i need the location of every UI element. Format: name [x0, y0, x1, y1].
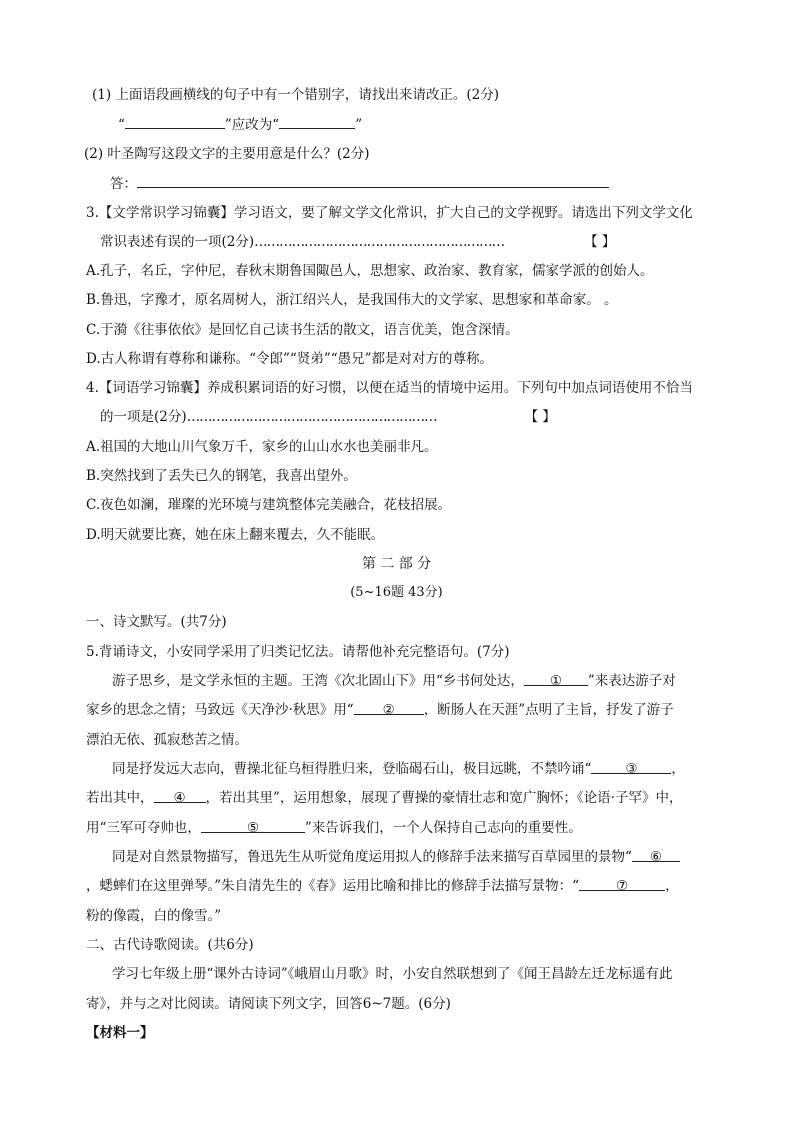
- sec1-title: 一、诗文默写。(共7分): [86, 614, 227, 630]
- q5-p1-line3: 漂泊无依、孤寂愁苦之情。: [86, 732, 248, 748]
- q4-option-d: D.明天就要比赛，她在床上翻来覆去，久不能眠。: [86, 527, 385, 543]
- q5-blank-1[interactable]: ①: [524, 671, 588, 686]
- q5-blank-6[interactable]: ⑥: [632, 847, 680, 862]
- q5-p3-line3: 粉的像霞，白的像雪。”: [86, 908, 222, 924]
- q4-answer-bracket[interactable]: 【 】: [524, 409, 556, 425]
- q2-answer-line: [110, 173, 609, 194]
- part2-subtitle: (5~16题 43分): [350, 585, 443, 600]
- sec2-text-line2: 寄》，并与之对比阅读。请阅读下列文字，回答6~7题。(6分): [86, 996, 451, 1012]
- q5-p2-line2: 若出其中， ④ ，若出其里”，运用想象，展现了曹操的豪情壮志和宽广胸怀；《论语·子罕》中，: [86, 790, 683, 806]
- q4-line1: 4.【词语学习锦囊】养成积累词语的好习惯，以便在适当的情境中运用。下列句中加点词语使用不恰当: [86, 380, 693, 396]
- q5-p1-line1: 游子思乡，是文学永恒的主题。王湾《次北固山下》用“乡书何处达， ① ”来表达游子对: [112, 673, 676, 689]
- q5-p2-line3: 用“三军可夺帅也， ⑤ ”来告诉我们，一个人保持自己志向的重要性。: [86, 820, 582, 836]
- q3-option-b: B.鲁迅，字豫才，原名周树人，浙江绍兴人，是我国伟大的文学家、思想家和革命家。 。: [86, 292, 618, 308]
- part2-title: 第 二 部 分: [361, 556, 432, 572]
- material-1-heading: 【材料一】: [86, 1025, 154, 1041]
- q4-option-a: A.祖国的大地山川气象万千，家乡的山山水水也美丽非凡。: [86, 439, 438, 455]
- q5-blank-3[interactable]: ③: [591, 759, 671, 774]
- q5-p3-line2: ，蟋蟀们在这里弹琴。”朱自清先生的《春》运用比喻和排比的修辞手法描写景物：“ ⑦ ，: [86, 878, 679, 894]
- q1-text: (1) 上面语段画横线的句子中有一个错别字，请找出来请改正。(2分): [92, 87, 500, 103]
- q3-line1: 3.【文学常识学习锦囊】学习语文，要了解文学文化常识，扩大自己的文学视野。请选出下列文学文化: [86, 205, 693, 221]
- q4-line2: 的一项是(2分)…………………………………………………… 【 】: [100, 409, 556, 425]
- sec2-text-line1: 学习七年级上册“课外古诗词”《峨眉山月歌》时，小安自然联想到了《闻王昌龄左迁龙标遥有此: [112, 966, 673, 982]
- q2-answer-blank[interactable]: [137, 173, 609, 188]
- q5-title: 5.背诵诗文，小安同学采用了归类记忆法。请帮他补充完整语句。(7分): [86, 644, 510, 660]
- q5-p3-line1: 同是对自然景物描写，鲁迅先生从听觉角度运用拟人的修辞手法来描写百草园里的景物“ ⑥: [112, 847, 680, 867]
- q2-answer-label: 答：: [110, 176, 137, 192]
- q4-dots: ……………………………………………………: [186, 409, 437, 425]
- q3-option-d: D.古人称谓有尊称和谦称。“令郎”“贤弟”“愚兄”都是对对方的尊称。: [86, 351, 494, 367]
- q2-text: (2) 叶圣陶写这段文字的主要用意是什么？(2分): [84, 146, 370, 162]
- q1-fill-line: “ ”应改为“ ”: [118, 114, 362, 135]
- q3-dots: ……………………………………………………: [254, 234, 505, 250]
- q3-option-a: A.孔子，名丘，字仲尼，春秋末期鲁国陬邑人，思想家、政治家、教育家，儒家学派的创始人。: [86, 263, 654, 279]
- q4-option-c: C.夜色如澜，璀璨的光环境与建筑整体完美融合，花枝招展。: [86, 497, 452, 513]
- q5-p1-line2: 家乡的思念之情；马致远《天净沙·秋思》用“ ② ，断肠人在天涯”点明了主旨，抒发了游子: [86, 702, 674, 718]
- q3-answer-bracket[interactable]: 【 】: [584, 234, 616, 250]
- sec2-title: 二、古代诗歌阅读。(共6分): [86, 937, 254, 953]
- q5-blank-4[interactable]: ④: [154, 788, 206, 803]
- q5-blank-5[interactable]: ⑤: [201, 818, 305, 833]
- q3-line2: 常识表述有误的一项(2分)…………………………………………………… 【 】: [100, 234, 616, 250]
- q4-option-b: B.突然找到了丢失已久的钢笔，我喜出望外。: [86, 468, 357, 484]
- q1-blank-correct[interactable]: [279, 114, 355, 129]
- q5-blank-2[interactable]: ②: [354, 700, 424, 715]
- q5-p2-line1: 同是抒发远大志向，曹操北征乌桓得胜归来，登临碣石山，极目远眺，不禁吟诵“ ③ ，: [112, 761, 685, 777]
- q3-option-c: C.于漪《往事依依》是回忆自己读书生活的散文，语言优美，饱含深情。: [86, 322, 519, 338]
- q5-blank-7[interactable]: ⑦: [579, 876, 665, 891]
- q1-blank-wrong[interactable]: [125, 114, 225, 129]
